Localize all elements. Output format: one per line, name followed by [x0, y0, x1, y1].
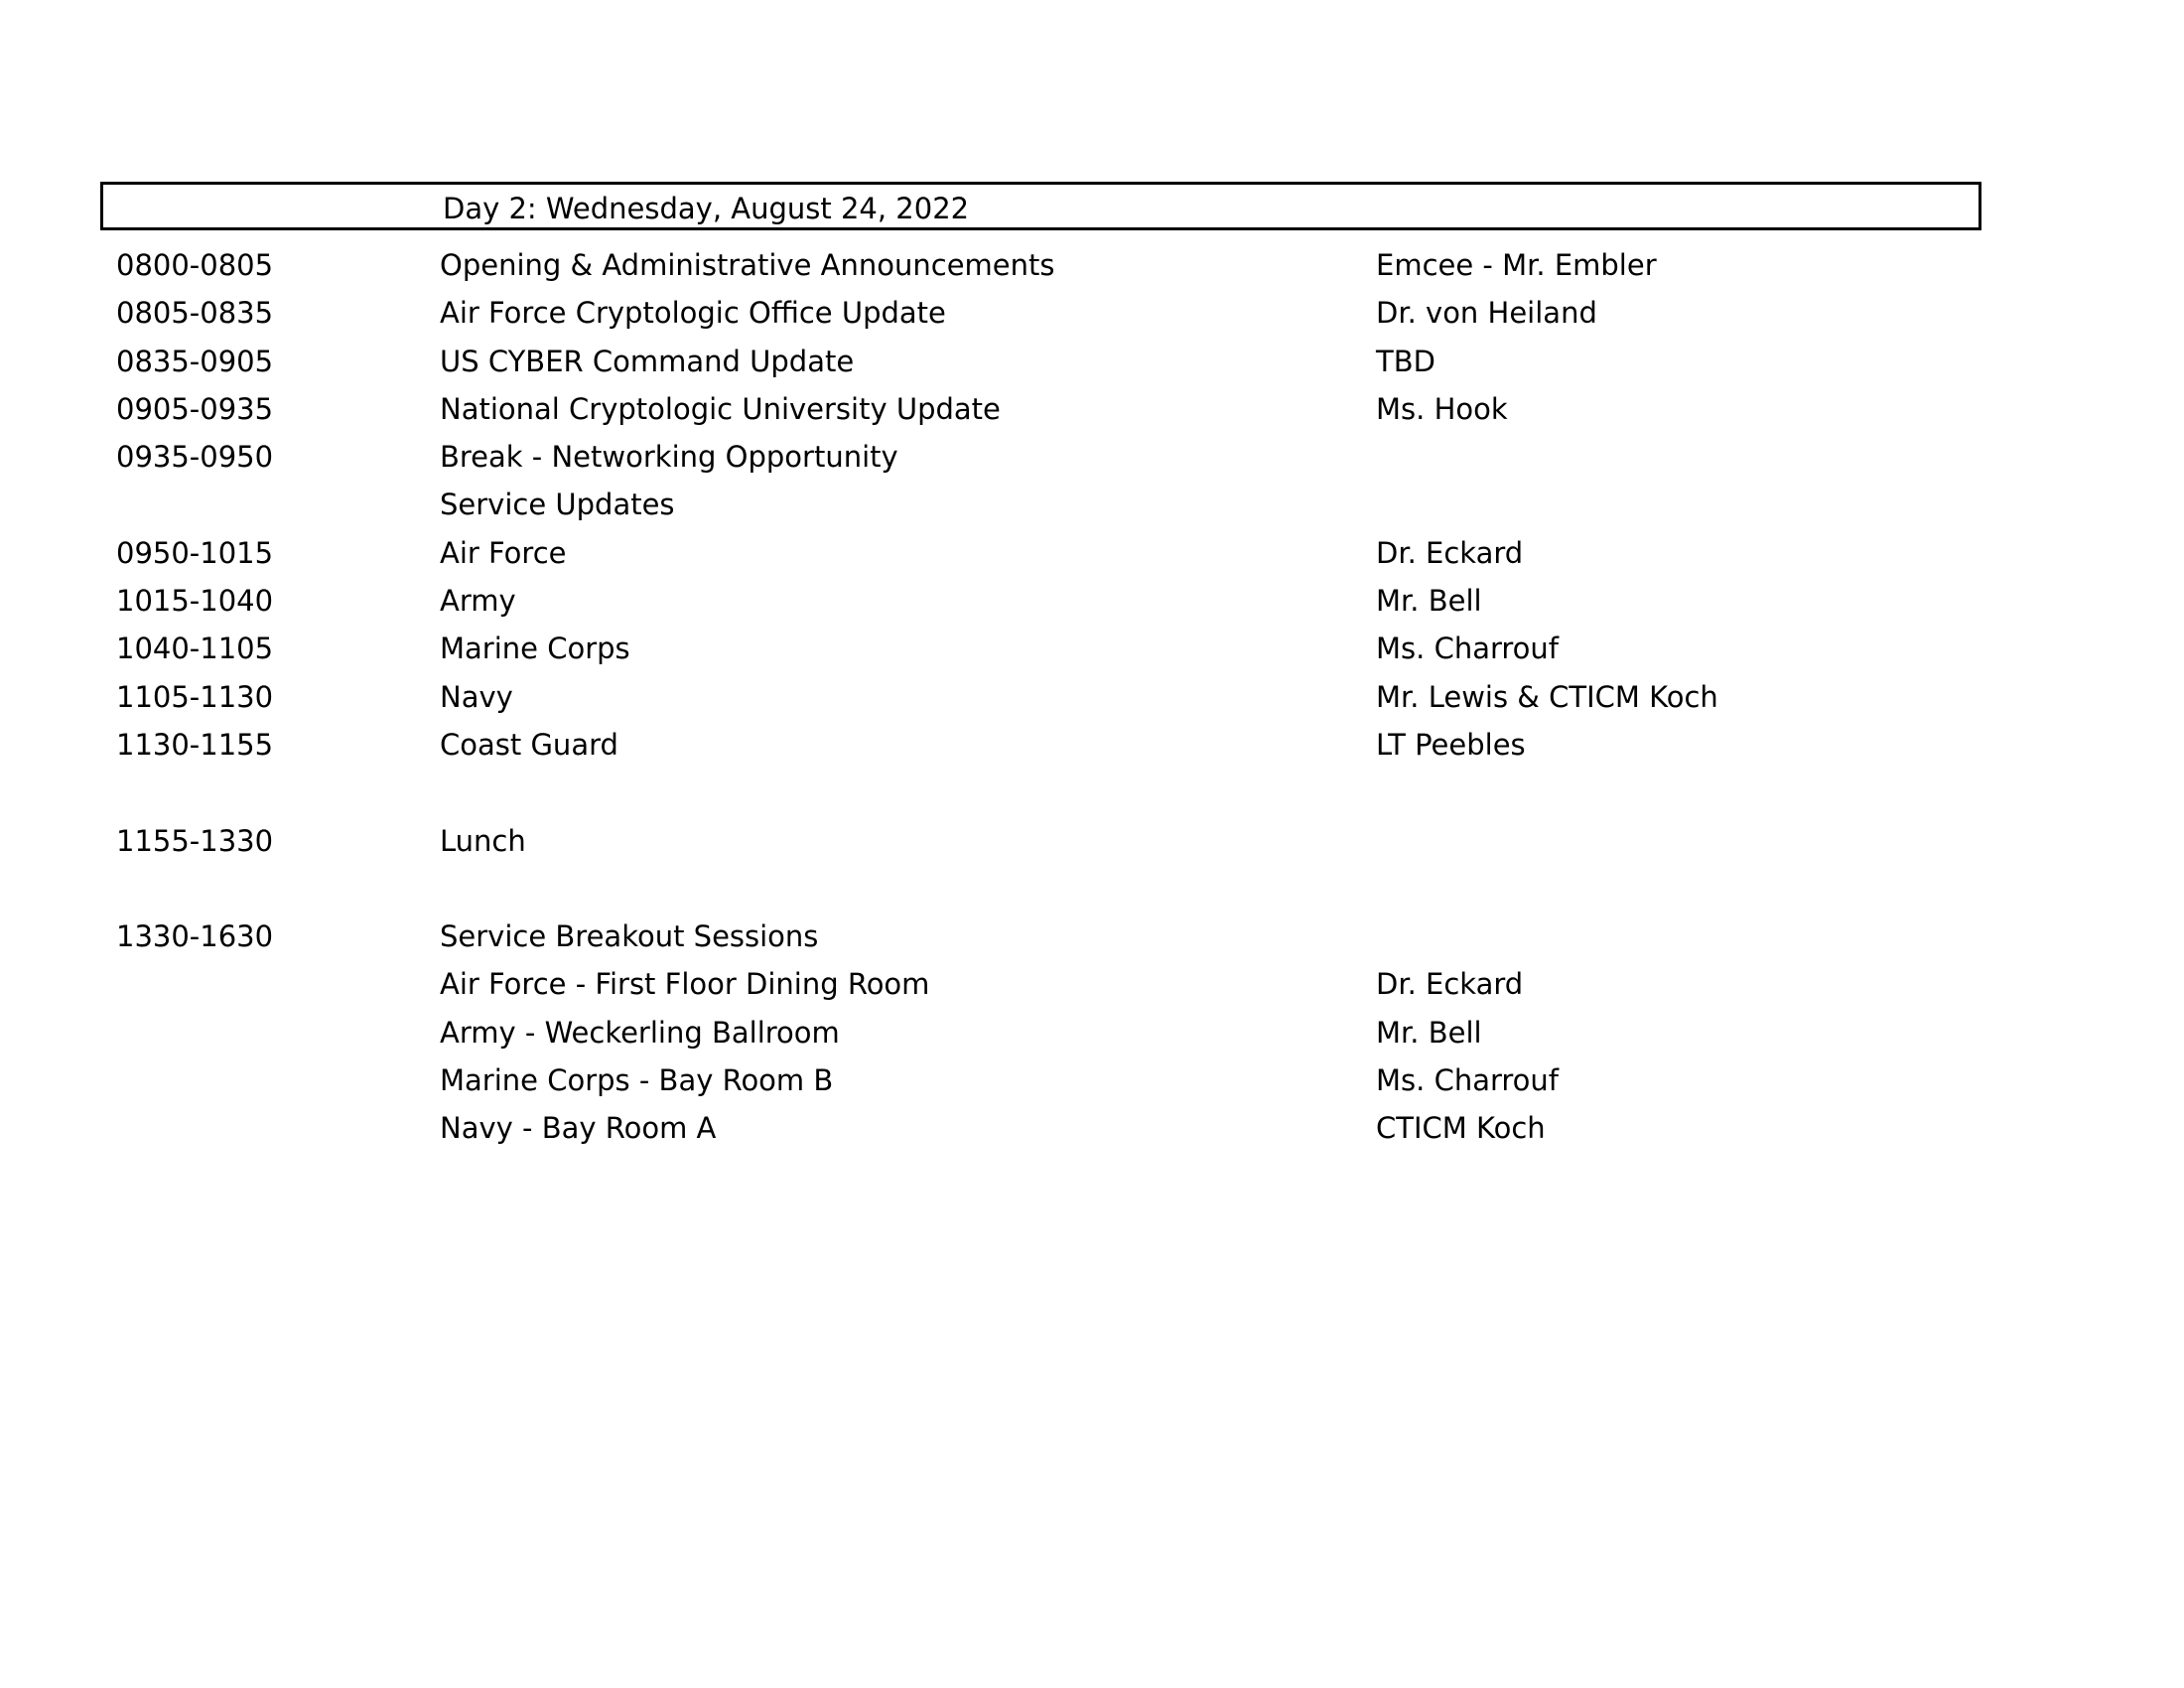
session-title-cell: Air Force Cryptologic Office Update — [440, 296, 946, 331]
speaker-cell: LT Peebles — [1376, 727, 1526, 762]
session-title-cell: Army - Weckerling Ballroom — [440, 1015, 840, 1050]
schedule-row — [0, 338, 2184, 385]
time-cell: 1130-1155 — [116, 727, 274, 762]
session-title-cell: Navy - Bay Room A — [440, 1111, 717, 1146]
session-title-cell: Lunch — [440, 823, 526, 858]
schedule-row — [0, 289, 2184, 337]
session-title-cell: Air Force - First Floor Dining Room — [440, 967, 930, 1002]
day-header-box — [100, 182, 1981, 230]
session-title-cell: Break - Networking Opportunity — [440, 440, 898, 475]
time-cell: 1040-1105 — [116, 632, 274, 666]
time-cell: 0835-0905 — [116, 344, 274, 378]
session-title-cell: Navy — [440, 679, 513, 714]
time-cell: 1330-1630 — [116, 919, 274, 954]
speaker-cell: Mr. Lewis & CTICM Koch — [1376, 679, 1718, 714]
speaker-cell: Dr. von Heiland — [1376, 296, 1597, 331]
speaker-cell: Ms. Charrouf — [1376, 632, 1559, 666]
time-cell: 0950-1015 — [116, 535, 274, 570]
schedule-row — [0, 1056, 2184, 1104]
schedule-row — [0, 1009, 2184, 1056]
speaker-cell: Dr. Eckard — [1376, 967, 1524, 1002]
session-title-cell: Service Updates — [440, 488, 675, 522]
schedule-row — [0, 673, 2184, 721]
schedule-table — [0, 241, 2184, 1153]
time-cell: 1155-1330 — [116, 823, 274, 858]
speaker-cell: Mr. Bell — [1376, 584, 1482, 619]
time-cell: 1105-1130 — [116, 679, 274, 714]
schedule-row — [0, 960, 2184, 1008]
session-title-cell: National Cryptologic University Update — [440, 391, 1001, 426]
session-title-cell: Marine Corps — [440, 632, 630, 666]
time-cell: 0935-0950 — [116, 440, 274, 475]
schedule-row — [0, 529, 2184, 577]
session-title-cell: US CYBER Command Update — [440, 344, 855, 378]
session-title-cell: Opening & Administrative Announcements — [440, 248, 1055, 282]
time-cell: 0805-0835 — [116, 296, 274, 331]
time-cell: 0905-0935 — [116, 391, 274, 426]
day-title: Day 2: Wednesday, August 24, 2022 — [443, 192, 970, 225]
schedule-row — [0, 817, 2184, 865]
schedule-row — [0, 913, 2184, 960]
schedule-row — [0, 865, 2184, 913]
schedule-row — [0, 577, 2184, 625]
speaker-cell: Dr. Eckard — [1376, 535, 1524, 570]
speaker-cell: Emcee - Mr. Embler — [1376, 248, 1657, 282]
session-title-cell: Coast Guard — [440, 727, 618, 762]
session-title-cell: Army — [440, 584, 516, 619]
speaker-cell: Ms. Hook — [1376, 391, 1508, 426]
speaker-cell: Ms. Charrouf — [1376, 1063, 1559, 1098]
session-title-cell: Marine Corps - Bay Room B — [440, 1063, 834, 1098]
schedule-row — [0, 769, 2184, 816]
session-title-cell: Air Force — [440, 535, 567, 570]
speaker-cell: Mr. Bell — [1376, 1015, 1482, 1050]
session-title-cell: Service Breakout Sessions — [440, 919, 819, 954]
schedule-row — [0, 625, 2184, 672]
time-cell: 0800-0805 — [116, 248, 274, 282]
schedule-row — [0, 433, 2184, 481]
schedule-row — [0, 241, 2184, 289]
schedule-row — [0, 481, 2184, 528]
schedule-row — [0, 385, 2184, 433]
schedule-row — [0, 721, 2184, 769]
schedule-row — [0, 1104, 2184, 1152]
speaker-cell: CTICM Koch — [1376, 1111, 1546, 1146]
time-cell: 1015-1040 — [116, 584, 274, 619]
speaker-cell: TBD — [1376, 344, 1435, 378]
